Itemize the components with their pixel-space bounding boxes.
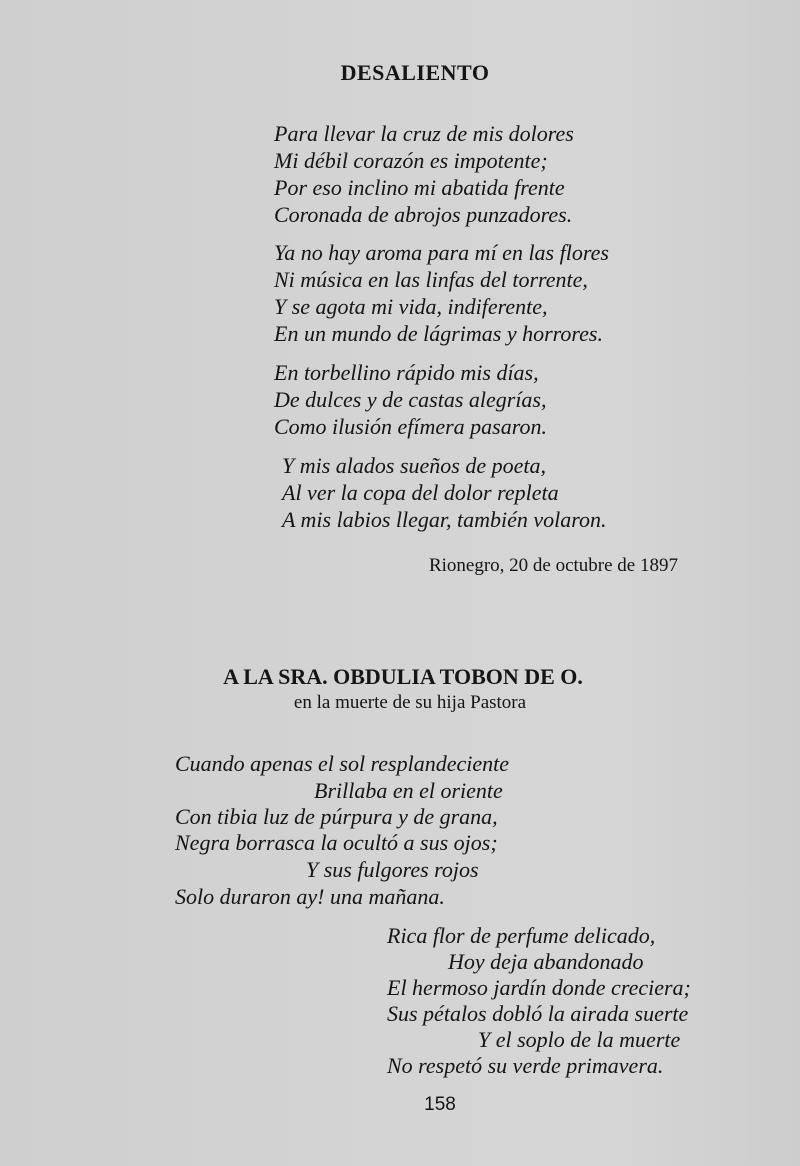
poem-line: Al ver la copa del dolor repleta <box>282 480 559 505</box>
poem-line: Negra borrasca la ocultó a sus ojos; <box>175 830 498 855</box>
poem-line: Y sus fulgores rojos <box>306 857 479 882</box>
poem-line: Rica flor de perfume delicado, <box>387 923 656 948</box>
poem-line: Y se agota mi vida, indiferente, <box>274 294 548 319</box>
poem-line: Cuando apenas el sol resplandeciente <box>175 751 510 776</box>
poem-title: A LA SRA. OBDULIA TOBON DE O. <box>223 664 583 689</box>
poem-dateline: Rionegro, 20 de octubre de 1897 <box>428 555 678 576</box>
poem-line: Coronada de abrojos punzadores. <box>274 202 573 227</box>
poem-line: No respetó su verde primavera. <box>387 1053 664 1078</box>
poem-subtitle: en la muerte de su hija Pastora <box>293 692 527 713</box>
poem-line: Con tibia luz de púrpura y de grana, <box>175 804 498 829</box>
poem-line: Brillaba en el oriente <box>314 778 503 803</box>
poem-line: Como ilusión efímera pasaron. <box>274 414 547 439</box>
poem-line: Hoy deja abandonado <box>448 949 644 974</box>
poem-line: En torbellino rápido mis días, <box>274 360 539 385</box>
poem-line: Sus pétalos dobló la airada suerte <box>387 1001 689 1026</box>
poem-line: Mi débil corazón es impotente; <box>274 148 548 173</box>
poem-line: Para llevar la cruz de mis dolores <box>274 121 574 146</box>
page-number: 158 <box>424 1094 456 1115</box>
poem-line: Y el soplo de la muerte <box>478 1027 681 1052</box>
poem-line: Y mis alados sueños de poeta, <box>282 453 546 478</box>
poem-line: En un mundo de lágrimas y horrores. <box>274 321 603 346</box>
poem-line: El hermoso jardín donde creciera; <box>387 975 691 1000</box>
poem-line: Por eso inclino mi abatida frente <box>274 175 565 200</box>
poem-title: DESALIENTO <box>340 60 490 85</box>
poem-line: A mis labios llegar, también volaron. <box>282 507 607 532</box>
poem-line: De dulces y de castas alegrías, <box>274 387 547 412</box>
poem-line: Ya no hay aroma para mí en las flores <box>274 240 609 265</box>
poem-line: Ni música en las linfas del torrente, <box>274 267 588 292</box>
poem-line: Solo duraron ay! una mañana. <box>175 884 445 909</box>
